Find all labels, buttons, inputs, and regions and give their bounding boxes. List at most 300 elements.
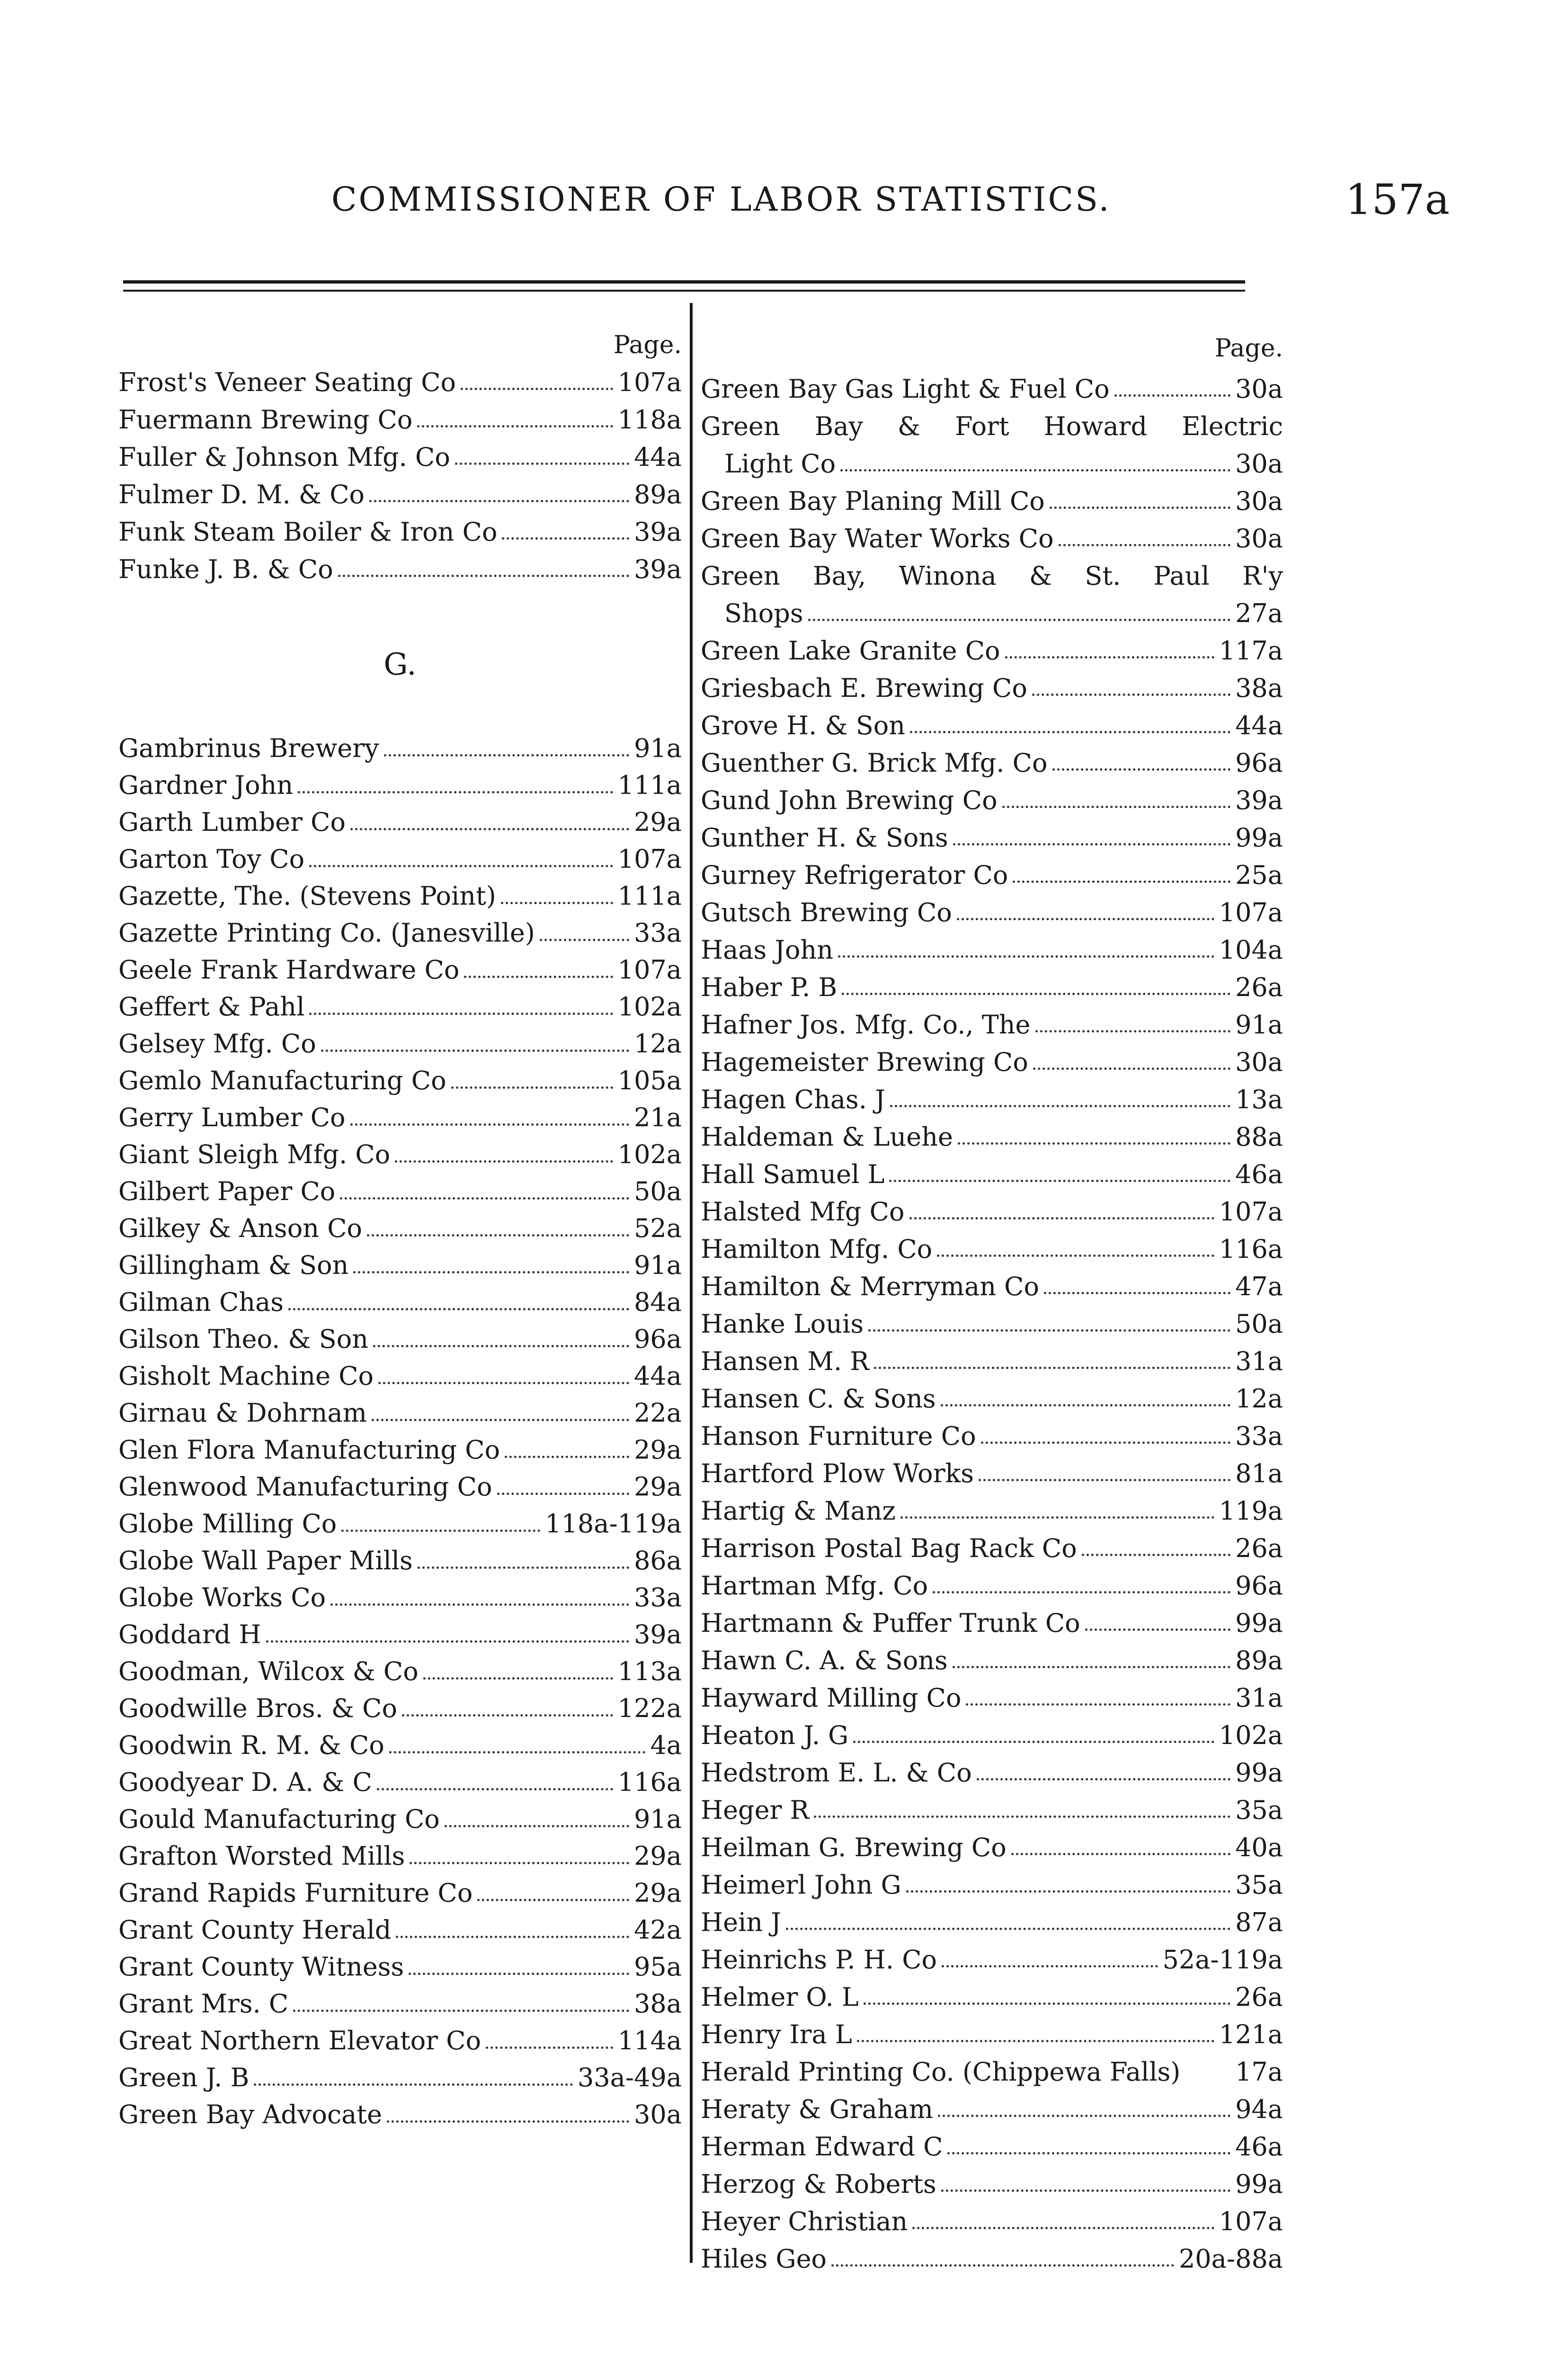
index-entry (118, 2022, 682, 2059)
index-entry (118, 1468, 682, 1505)
entry-page-ref: 26a (1235, 972, 1283, 1002)
dot-leader (900, 1516, 1214, 1519)
index-entry (118, 2059, 682, 2096)
dot-leader (906, 1890, 1230, 1893)
entry-name: Halsted Mfg Co (701, 1197, 905, 1227)
dot-leader (455, 463, 629, 465)
entry-page-ref: 39a (1235, 785, 1283, 815)
dot-leader (418, 1566, 629, 1569)
entry-name: Herman Edward C (701, 2132, 943, 2162)
entry-name: Gunther H. & Sons (701, 823, 948, 853)
entry-page-ref: 122a (617, 1693, 682, 1723)
dot-leader (958, 1142, 1230, 1145)
entry-page-ref: 46a (1235, 2132, 1283, 2162)
index-entry (701, 744, 1283, 782)
entry-page-ref: 111a (617, 881, 682, 911)
index-entry (118, 401, 682, 438)
index-entry (701, 1604, 1283, 1642)
dot-leader (1082, 1554, 1230, 1556)
dot-leader (1035, 1030, 1231, 1032)
dot-leader (1033, 1068, 1230, 1070)
entry-name: Grand Rapids Furniture Co (118, 1878, 473, 1908)
entry-name: Gazette, The. (Stevens Point) (118, 881, 496, 911)
entry-name: Gisholt Machine Co (118, 1361, 374, 1391)
entry-name: Globe Wall Paper Mills (118, 1546, 413, 1575)
dot-leader (953, 1666, 1230, 1668)
dot-leader (1011, 1853, 1230, 1855)
entry-page-ref: 119a (1219, 1496, 1283, 1526)
dot-leader (1002, 806, 1230, 808)
entry-page-ref: 116a (1219, 1234, 1283, 1264)
index-entry (118, 1949, 682, 1985)
entry-name: Goodwille Bros. & Co (118, 1693, 397, 1723)
index-entry (118, 1395, 682, 1432)
dot-leader (461, 388, 613, 390)
dot-leader (395, 1160, 613, 1163)
entry-name: Hawn C. A. & Sons (701, 1646, 948, 1675)
dot-leader (857, 2040, 1214, 2042)
dot-leader (396, 1936, 629, 1938)
entry-name: Hamilton Mfg. Co (701, 1234, 933, 1264)
entry-name: Grant Mrs. C (118, 1989, 289, 2019)
entry-page-ref: 91a (1235, 1010, 1283, 1040)
entry-name: Gilman Chas (118, 1287, 284, 1317)
entry-page-ref: 102a (617, 1139, 682, 1169)
dot-leader (384, 754, 630, 756)
entry-page-ref: 87a (1235, 1907, 1283, 1937)
entry-name: Harrison Postal Bag Rack Co (701, 1533, 1077, 1563)
entry-name: Haldeman & Luehe (701, 1122, 953, 1152)
dot-leader (864, 2002, 1230, 2005)
entry-page-ref: 118a-119a (545, 1509, 682, 1539)
dot-leader (1052, 768, 1231, 771)
dot-leader (1013, 881, 1230, 883)
entry-name: Henry Ira L (701, 2020, 852, 2049)
dot-leader (814, 1815, 1230, 1818)
dot-leader (890, 1105, 1230, 1107)
dot-leader (540, 939, 629, 941)
entry-name: Funke J. B. & Co (118, 554, 333, 584)
entry-page-ref: 99a (1235, 1758, 1283, 1788)
entry-name: Hansen C. & Sons (701, 1384, 936, 1414)
entry-name: Gazette Printing Co. (Janesville) (118, 918, 535, 948)
dot-leader (831, 2264, 1174, 2267)
dot-leader (942, 1965, 1158, 1967)
entry-name: Hagen Chas. J (701, 1085, 885, 1114)
entry-name: Garth Lumber Co (118, 807, 346, 837)
entry-page-ref: 33a (634, 918, 682, 948)
index-entry (701, 707, 1283, 744)
index-entry (701, 1081, 1283, 1118)
index-entry (701, 669, 1283, 707)
dot-leader (377, 1788, 613, 1790)
dot-leader (808, 619, 1231, 621)
dot-leader (464, 976, 613, 978)
entry-name: Herald Printing Co. (Chippewa Falls) (701, 2057, 1181, 2087)
entry-name: Glen Flora Manufacturing Co (118, 1435, 500, 1465)
entry-page-ref: 26a (1235, 1533, 1283, 1563)
entry-list-right (701, 370, 1283, 2278)
entry-page-ref: 107a (1219, 1197, 1283, 1227)
entry-name: Green Bay & Fort Howard Electric (701, 411, 1283, 441)
index-entry (701, 1343, 1283, 1380)
index-entry (701, 1530, 1283, 1567)
entry-page-ref: 99a (1235, 2169, 1283, 2199)
dot-leader (266, 1640, 629, 1643)
entry-name: Heraty & Graham (701, 2094, 933, 2124)
index-entry (118, 915, 682, 952)
entry-name: Gardner John (118, 770, 294, 800)
index-entry (701, 1268, 1283, 1305)
entry-page-ref: 117a (1219, 636, 1283, 666)
dot-leader (874, 1367, 1230, 1369)
entry-name: Funk Steam Boiler & Iron Co (118, 517, 498, 547)
entry-page-ref: 105a (617, 1066, 682, 1095)
index-entry (118, 476, 682, 513)
entry-name: Gerry Lumber Co (118, 1103, 346, 1132)
dot-leader (341, 1530, 540, 1532)
index-entry (701, 1717, 1283, 1754)
index-entry (118, 1579, 682, 1616)
entry-name: Guenther G. Brick Mfg. Co (701, 748, 1048, 778)
entry-page-ref: 35a (1235, 1870, 1283, 1900)
entry-page-ref: 88a (1235, 1122, 1283, 1152)
column-divider (690, 303, 693, 2263)
dot-leader (868, 1329, 1230, 1332)
entry-page-ref: 39a (634, 1620, 682, 1649)
index-entry (118, 551, 682, 588)
entry-page-ref: 84a (634, 1287, 682, 1317)
index-entry (701, 894, 1283, 931)
dot-leader (298, 791, 613, 793)
entry-page-ref: 12a (1235, 1384, 1283, 1414)
entry-name: Green J. B (118, 2063, 249, 2092)
entry-name: Gilkey & Anson Co (118, 1213, 363, 1243)
entry-page-ref: 121a (1219, 2020, 1283, 2049)
entry-name: Gund John Brewing Co (701, 785, 998, 815)
index-entry (701, 1193, 1283, 1230)
index-entry (701, 520, 1283, 557)
dot-leader (402, 1714, 613, 1717)
index-entry (701, 782, 1283, 819)
entry-name: Garton Toy Co (118, 844, 305, 874)
entry-page-ref: 50a (634, 1176, 682, 1206)
entry-name: Frost's Veneer Seating Co (118, 367, 456, 397)
dot-leader (1005, 656, 1214, 658)
index-entry (118, 364, 682, 401)
entry-name: Globe Works Co (118, 1583, 326, 1612)
dot-leader (910, 731, 1230, 733)
entry-name: Hagemeister Brewing Co (701, 1047, 1028, 1077)
entry-page-ref: 29a (634, 1841, 682, 1871)
index-entry (118, 1321, 682, 1358)
entry-page-ref: 29a (634, 1472, 682, 1502)
entry-name: Heger R (701, 1795, 810, 1825)
dot-leader (417, 425, 613, 427)
entry-page-ref: 21a (634, 1103, 682, 1132)
entry-name: Haber P. B (701, 972, 837, 1002)
entry-name: Hayward Milling Co (701, 1683, 962, 1713)
entry-name: Gemlo Manufacturing Co (118, 1066, 446, 1095)
entry-name: Heilman G. Brewing Co (701, 1833, 1007, 1862)
index-entry (118, 1764, 682, 1801)
dot-leader (387, 2120, 629, 2123)
entry-name: Fuermann Brewing Co (118, 405, 413, 435)
dot-leader (938, 2115, 1230, 2117)
entry-page-ref: 44a (634, 1361, 682, 1391)
dot-leader (486, 2047, 613, 2049)
entry-page-ref: 30a (1235, 1047, 1283, 1077)
index-entry (701, 2091, 1283, 2128)
entry-list-g (118, 730, 682, 2133)
index-entry (118, 878, 682, 915)
index-entry (701, 1380, 1283, 1417)
entry-name: Gambrinus Brewery (118, 733, 379, 763)
entry-page-ref: 104a (1219, 935, 1283, 965)
entry-page-ref: 102a (617, 992, 682, 1022)
entry-name: Globe Milling Co (118, 1509, 337, 1539)
entry-page-ref: 17a (1235, 2057, 1283, 2087)
entry-page-ref: 107a (617, 955, 682, 985)
entry-page-ref: 102a (1219, 1720, 1283, 1750)
entry-page-ref: 26a (1235, 1982, 1283, 2012)
index-entry (118, 1542, 682, 1579)
dot-leader (338, 575, 629, 577)
index-entry (118, 1690, 682, 1727)
dot-leader (838, 955, 1214, 958)
entry-page-ref: 107a (1219, 898, 1283, 927)
index-entry (701, 819, 1283, 856)
index-entry (118, 1912, 682, 1949)
entry-name: Girnau & Dohrnam (118, 1398, 367, 1428)
entry-name: Geffert & Pahl (118, 992, 305, 1022)
index-entry (118, 1727, 682, 1764)
entry-page-ref: 4a (650, 1730, 682, 1760)
dot-leader (372, 1419, 629, 1421)
index-column-right (701, 327, 1283, 2278)
index-entry (701, 482, 1283, 520)
entry-page-ref: 12a (634, 1029, 682, 1059)
index-entry (701, 408, 1283, 445)
entry-page-ref: 86a (634, 1546, 682, 1575)
entry-page-ref: 44a (1235, 711, 1283, 740)
dot-leader (889, 1180, 1230, 1182)
dot-leader (947, 2152, 1230, 2154)
entry-page-ref: 50a (1235, 1309, 1283, 1339)
index-entry (118, 1432, 682, 1468)
dot-leader (966, 1703, 1230, 1706)
entry-page-ref: 30a (1235, 486, 1283, 516)
index-entry (118, 1875, 682, 1912)
entry-name: Gilson Theo. & Son (118, 1324, 369, 1354)
entry-page-ref: 96a (634, 1324, 682, 1354)
entry-page-ref: 99a (1235, 823, 1283, 853)
entry-page-ref: 39a (634, 517, 682, 547)
entry-page-ref: 107a (617, 844, 682, 874)
dot-leader (369, 500, 629, 502)
entry-name: Gurney Refrigerator Co (701, 860, 1008, 890)
entry-name: Herzog & Roberts (701, 2169, 936, 2199)
index-entry (118, 1985, 682, 2022)
entry-name: Gutsch Brewing Co (701, 898, 952, 927)
entry-page-ref: 31a (1235, 1683, 1283, 1713)
dot-leader (953, 843, 1230, 845)
index-entry (701, 632, 1283, 669)
index-column-left: Page. Frost's Veneer Seating Co 107a Fuermann Brewing Co 118a Fuller & Johnson Mfg. Co 44a Fulmer D. M. & Co 89a Funk Steam Boiler & Iron Co 39a Funke J. B. & Co 39a G. Gambrinus Brewery 91a Gardner John 111a Garth Lumber Co 29a Garton Toy Co 107a Gazette, The. (Stevens Point) 111a Gazette Printing Co. (Janesville) 33a Geele Frank Hardware Co 107a Geffert & Pahl 102a Gelsey Mfg. Co 12a Gemlo Manufacturing Co 105a Gerry Lumber Co 21a Giant Sleigh Mfg. Co 102a Gilbert Paper Co 50a Gilkey & Anson Co 52a Gillingham & Son 91a Gilman Chas 84a Gilson Theo. & Son 96a Gisholt Machine Co 44a Girnau & Dohrnam 22a Glen Flora Manufacturing Co 29a Glenwood Manufacturing Co 29a Globe Milling Co 118a-119a Globe Wall Paper Mills 86a Globe Works Co 33a Goddard H 39a Goodman, Wilcox & Co 113a Goodwille Bros. & Co 122a Goodwin R. M. & Co 4a Goodyear D. A. & C 116a Gould Manufacturing Co 91a Grafton Worsted Mills 29a Grand Rapids Furniture Co 29a Grant County Herald 42a Grant County Witness 95a Grant Mrs. C 38a Great Northern Elevator Co 114a Green J. B 33a-49a Green Bay Advocate 30a (118, 327, 682, 2133)
entry-name: Heinrichs P. H. Co (701, 1945, 937, 1975)
entry-page-ref: 47a (1235, 1272, 1283, 1301)
dot-leader (502, 537, 629, 540)
entry-name: Hafner Jos. Mfg. Co., The (701, 1010, 1031, 1040)
index-entry (701, 595, 1283, 632)
index-entry (701, 1156, 1283, 1193)
index-entry (118, 1062, 682, 1099)
entry-name: Green Bay Planing Mill Co (701, 486, 1045, 516)
index-entry (701, 1043, 1283, 1081)
entry-name: Gould Manufacturing Co (118, 1804, 440, 1834)
entry-page-ref: 33a (1235, 1421, 1283, 1451)
entry-page-ref: 20a-88a (1178, 2244, 1283, 2274)
entry-name: Gelsey Mfg. Co (118, 1029, 316, 1059)
entry-page-ref: 96a (1235, 1571, 1283, 1601)
entry-page-ref: 96a (1235, 748, 1283, 778)
dot-leader (350, 1123, 630, 1126)
header-rule-bottom (123, 290, 1245, 292)
dot-leader (309, 865, 613, 867)
entry-page-ref: 33a-49a (577, 2063, 682, 2092)
index-entry (701, 1829, 1283, 1866)
entry-page-ref: 91a (634, 733, 682, 763)
entry-page-ref: 38a (1235, 673, 1283, 703)
entry-name: Glenwood Manufacturing Co (118, 1472, 492, 1502)
entry-name: Grafton Worsted Mills (118, 1841, 405, 1871)
entry-page-ref: 114a (617, 2026, 682, 2056)
entry-page-ref: 29a (634, 1435, 682, 1465)
index-entry (701, 2165, 1283, 2203)
entry-page-ref: 42a (634, 1915, 682, 1945)
entry-name: Hall Samuel L (701, 1159, 885, 1189)
entry-page-ref: 30a (1235, 449, 1283, 479)
entry-page-ref: 27a (1235, 598, 1283, 628)
index-entry (118, 767, 682, 804)
header-rule-top (123, 280, 1245, 284)
dot-leader (979, 1479, 1230, 1481)
entry-name: Shops (724, 598, 803, 628)
dot-leader (853, 1741, 1214, 1743)
dot-leader (293, 2010, 629, 2012)
entry-name: Grant County Witness (118, 1952, 404, 1982)
index-entry (701, 856, 1283, 894)
entry-name: Hartman Mfg. Co (701, 1571, 928, 1601)
index-entry (701, 1006, 1283, 1043)
dot-leader (842, 993, 1230, 995)
entry-name: Green Bay Water Works Co (701, 524, 1054, 553)
dot-leader (981, 1442, 1230, 1444)
entry-page-ref: 30a (634, 2100, 682, 2129)
entry-page-ref: 91a (634, 1804, 682, 1834)
index-entry (701, 1978, 1283, 2016)
dot-leader (378, 1382, 629, 1384)
index-entry (701, 1754, 1283, 1791)
entry-name: Goodman, Wilcox & Co (118, 1656, 419, 1686)
index-entry (701, 969, 1283, 1006)
entry-page-ref: 22a (634, 1398, 682, 1428)
index-entry (701, 2240, 1283, 2278)
entry-name: Heimerl John G (701, 1870, 901, 1900)
index-entry (701, 2203, 1283, 2240)
index-entry (701, 1642, 1283, 1679)
index-entry (118, 2096, 682, 2133)
index-entry (118, 988, 682, 1025)
dot-leader (288, 1308, 629, 1310)
index-entry (701, 1904, 1283, 1941)
dot-leader (1059, 544, 1230, 546)
dot-leader (321, 1050, 629, 1052)
entry-page-ref: 89a (634, 480, 682, 509)
dot-leader (497, 1493, 630, 1495)
entry-name: Geele Frank Hardware Co (118, 955, 460, 985)
entry-name: Gillingham & Son (118, 1250, 349, 1280)
entry-page-ref: 30a (1235, 524, 1283, 553)
entry-page-ref: 116a (617, 1767, 682, 1797)
dot-leader (350, 828, 629, 830)
dot-leader (1114, 394, 1230, 397)
entry-name: Giant Sleigh Mfg. Co (118, 1139, 391, 1169)
dot-leader (445, 1825, 629, 1827)
index-entry (701, 557, 1283, 595)
dot-leader (1085, 1628, 1230, 1631)
entry-page-ref: 46a (1235, 1159, 1283, 1189)
entry-page-ref: 38a (634, 1989, 682, 2019)
dot-leader (1050, 507, 1230, 509)
entry-page-ref: 33a (634, 1583, 682, 1612)
entry-page-ref: 13a (1235, 1085, 1283, 1114)
page-header (118, 175, 1450, 237)
dot-leader (912, 2227, 1214, 2229)
entry-name: Goddard H (118, 1620, 261, 1649)
dot-leader (1044, 1292, 1230, 1294)
entry-name: Grant County Herald (118, 1915, 392, 1945)
dot-leader (1032, 694, 1230, 696)
index-entry (701, 1679, 1283, 1717)
entry-name: Goodwin R. M. & Co (118, 1730, 384, 1760)
entry-page-ref: 111a (617, 770, 682, 800)
page-column-label: Page. (613, 331, 682, 359)
entry-page-ref: 39a (634, 554, 682, 584)
entry-name: Hedstrom E. L. & Co (701, 1758, 972, 1788)
entry-page-ref: 35a (1235, 1795, 1283, 1825)
entry-name: Goodyear D. A. & C (118, 1767, 372, 1797)
index-entry (118, 1616, 682, 1653)
index-entry (118, 1801, 682, 1838)
index-entry (118, 1247, 682, 1284)
index-entry (118, 1173, 682, 1210)
dot-leader (309, 1013, 613, 1015)
index-entry (701, 445, 1283, 482)
entry-name: Fulmer D. M. & Co (118, 480, 365, 509)
entry-name: Hanke Louis (701, 1309, 864, 1339)
entry-page-ref: 31a (1235, 1346, 1283, 1376)
entry-name: Green Bay, Winona & St. Paul R'y (701, 561, 1283, 591)
entry-name: Hanson Furniture Co (701, 1421, 976, 1451)
entry-page-ref: 44a (634, 442, 682, 472)
index-entry (701, 2053, 1283, 2091)
entry-name: Hartford Plow Works (701, 1459, 974, 1488)
entry-page-ref: 99a (1235, 1608, 1283, 1638)
dot-leader (933, 1591, 1230, 1593)
entry-page-ref: 52a (634, 1213, 682, 1243)
dot-leader (389, 1751, 646, 1753)
